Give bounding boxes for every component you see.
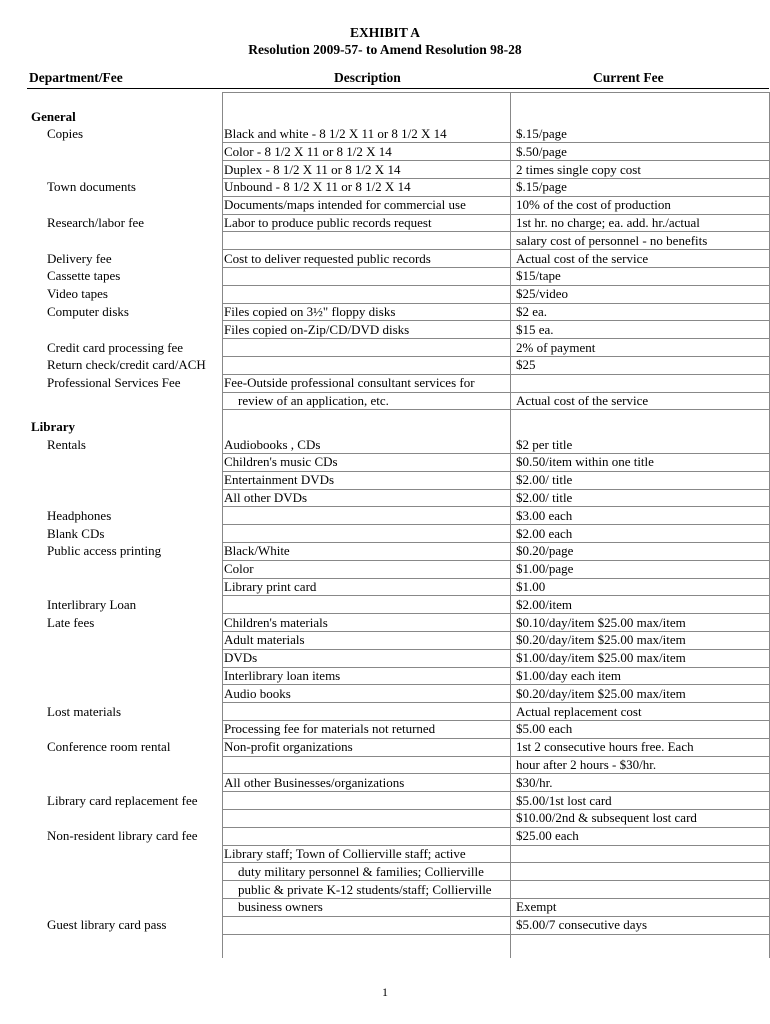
row-rule xyxy=(222,809,769,810)
current-fee-value: $1.00 xyxy=(516,579,546,594)
current-fee-value: 1st hr. no charge; ea. add. hr./actual xyxy=(516,215,700,230)
current-fee-value: $2.00/item xyxy=(516,596,572,612)
department-fee-label: Headphones xyxy=(47,507,112,523)
fee-description: All other Businesses/organizations xyxy=(224,774,405,790)
fee-description: Entertainment DVDs xyxy=(224,472,335,488)
fee-description: Black and white - 8 1/2 X 11 or 8 1/2 X 14 xyxy=(224,126,447,141)
current-fee-value: hour after 2 hours - $30/hr. xyxy=(516,757,657,772)
fee-description: Audio books xyxy=(224,685,291,701)
current-fee-value: Exempt xyxy=(516,899,557,915)
department-fee-label: Cassette tapes xyxy=(47,268,121,284)
current-fee-value: $.15/page xyxy=(516,126,567,141)
current-fee-value: $0.20/day/item $25.00 max/item xyxy=(516,685,686,701)
current-fee-value: $10.00/2nd & subsequent lost card xyxy=(516,810,697,826)
row-rule xyxy=(222,898,769,899)
fee-description: Color xyxy=(224,561,254,577)
department-fee-label: Credit card processing fee xyxy=(47,339,184,355)
row-rule xyxy=(222,214,769,215)
current-fee-value: $2.00/ title xyxy=(516,490,573,505)
current-fee-value: $1.00/day each item xyxy=(516,668,622,683)
current-fee-value: $5.00/1st lost card xyxy=(516,792,612,808)
row-rule xyxy=(222,845,769,846)
department-fee-label: Delivery fee xyxy=(47,250,112,266)
department-fee-label: Non-resident library card fee xyxy=(47,828,198,844)
row-rule xyxy=(222,320,769,321)
row-rule xyxy=(222,374,769,375)
row-rule xyxy=(222,880,769,881)
current-fee-value: $25/video xyxy=(516,286,568,302)
row-rule xyxy=(222,827,769,828)
department-fee-label: Return check/credit card/ACH xyxy=(47,357,206,373)
page-number: 1 xyxy=(382,985,388,999)
row-rule xyxy=(222,303,769,304)
resolution-subtitle: Resolution 2009-57- to Amend Resolution 98-28 xyxy=(248,42,522,57)
row-rule xyxy=(222,524,769,525)
row-rule xyxy=(222,267,769,268)
fee-description: duty military personnel & families; Collierville xyxy=(238,863,484,879)
department-fee-label: Town documents xyxy=(47,179,136,195)
row-rule xyxy=(222,773,769,774)
fee-description: Files copied on-Zip/CD/DVD disks xyxy=(224,321,410,337)
row-rule xyxy=(222,178,769,179)
current-fee-value: 2 times single copy cost xyxy=(516,161,641,177)
fee-description: Unbound - 8 1/2 X 11 or 8 1/2 X 14 xyxy=(224,179,411,195)
current-fee-value: $.50/page xyxy=(516,143,567,159)
department-fee-label: Interlibrary Loan xyxy=(47,596,137,612)
row-rule xyxy=(222,142,769,143)
fee-description: Files copied on 3½" floppy disks xyxy=(224,304,396,319)
row-rule xyxy=(222,916,769,917)
header-description: Description xyxy=(334,70,401,85)
fee-description: business owners xyxy=(238,899,323,915)
header-rule xyxy=(27,88,769,89)
current-fee-value: salary cost of personnel - no benefits xyxy=(516,232,708,248)
current-fee-value: $0.50/item within one title xyxy=(516,454,654,470)
current-fee-value: $30/hr. xyxy=(516,774,553,790)
current-fee-value: $15/tape xyxy=(516,268,561,284)
row-rule xyxy=(222,409,769,410)
current-fee-value: $2 ea. xyxy=(516,304,548,319)
current-fee-value: $0.10/day/item $25.00 max/item xyxy=(516,614,686,630)
header-department-fee: Department/Fee xyxy=(29,70,123,85)
row-rule xyxy=(222,196,769,197)
current-fee-value: $.15/page xyxy=(516,179,567,195)
row-rule xyxy=(222,392,769,393)
row-rule xyxy=(222,338,769,339)
department-fee-label: Video tapes xyxy=(47,286,108,302)
fee-description: DVDs xyxy=(224,650,258,666)
row-rule xyxy=(222,356,769,357)
current-fee-value: $1.00/day/item $25.00 max/item xyxy=(516,650,686,666)
row-rule xyxy=(222,649,769,650)
row-rule xyxy=(222,453,769,454)
fee-description: Non-profit organizations xyxy=(224,739,353,755)
department-fee-label: Computer disks xyxy=(47,304,129,319)
row-rule xyxy=(222,684,769,685)
row-rule xyxy=(222,560,769,561)
current-fee-value: $3.00 each xyxy=(516,507,573,523)
exhibit-title: EXHIBIT A xyxy=(350,25,420,40)
current-fee-value: Actual cost of the service xyxy=(516,393,649,408)
fee-description: Black/White xyxy=(224,543,290,559)
current-fee-value: $2 per title xyxy=(516,436,573,452)
current-fee-value: 1st 2 consecutive hours free. Each xyxy=(516,739,694,755)
current-fee-value: $0.20/page xyxy=(516,543,574,559)
fee-description: Duplex - 8 1/2 X 11 or 8 1/2 X 14 xyxy=(224,161,401,177)
fee-description: Labor to produce public records request xyxy=(224,215,432,230)
current-fee-value: $2.00 each xyxy=(516,525,573,541)
department-fee-label: Professional Services Fee xyxy=(47,375,181,391)
row-rule xyxy=(222,613,769,614)
fee-description: Fee-Outside professional consultant services for xyxy=(224,375,475,391)
row-rule xyxy=(222,934,769,935)
current-fee-value: 2% of payment xyxy=(516,339,596,355)
fee-description: All other DVDs xyxy=(224,490,308,505)
row-rule xyxy=(222,231,769,232)
current-fee-value: $15 ea. xyxy=(516,321,554,337)
current-fee-value: Actual cost of the service xyxy=(516,250,649,266)
current-fee-value: $5.00/7 consecutive days xyxy=(516,917,648,933)
department-fee-label: Copies xyxy=(47,126,84,141)
fee-description: review of an application, etc. xyxy=(238,393,389,408)
department-fee-label: Blank CDs xyxy=(47,525,105,541)
current-fee-value: Actual replacement cost xyxy=(516,703,642,719)
department-fee-label: Library card replacement fee xyxy=(47,792,198,808)
department-fee-label: Conference room rental xyxy=(47,739,171,755)
current-fee-value: $0.20/day/item $25.00 max/item xyxy=(516,632,686,648)
row-rule xyxy=(222,595,769,596)
current-fee-value: $5.00 each xyxy=(516,721,573,737)
row-rule xyxy=(222,506,769,507)
fee-description: Library staff; Town of Collierville staff; active xyxy=(224,846,466,861)
row-rule xyxy=(222,862,769,863)
current-fee-value: $2.00/ title xyxy=(516,472,573,488)
department-fee-label: Public access printing xyxy=(47,543,162,559)
fee-description: public & private K-12 students/staff; Collierville xyxy=(238,881,492,897)
department-fee-label: Late fees xyxy=(47,614,95,630)
fee-description: Children's materials xyxy=(224,614,328,630)
row-rule xyxy=(222,631,769,632)
department-fee-label: Guest library card pass xyxy=(47,917,167,933)
table-top-rule xyxy=(222,92,769,93)
fee-description: Interlibrary loan items xyxy=(224,668,341,683)
row-rule xyxy=(222,285,769,286)
current-fee-value: $25 xyxy=(516,357,536,373)
fee-description: Processing fee for materials not returned xyxy=(224,721,436,737)
row-rule xyxy=(222,578,769,579)
department-fee-label: Lost materials xyxy=(47,703,122,719)
section-heading: General xyxy=(31,109,76,124)
fee-description: Children's music CDs xyxy=(224,454,338,470)
header-current-fee: Current Fee xyxy=(593,70,664,85)
row-rule xyxy=(222,756,769,757)
fee-description: Cost to deliver requested public records xyxy=(224,250,431,266)
row-rule xyxy=(222,667,769,668)
fee-description: Library print card xyxy=(224,579,317,594)
row-rule xyxy=(222,702,769,703)
department-fee-label: Rentals xyxy=(47,436,86,452)
row-rule xyxy=(222,738,769,739)
row-rule xyxy=(222,791,769,792)
fee-description: Adult materials xyxy=(224,632,305,648)
current-fee-value: $1.00/page xyxy=(516,561,574,577)
fee-description: Color - 8 1/2 X 11 or 8 1/2 X 14 xyxy=(224,143,392,159)
section-heading: Library xyxy=(31,418,76,434)
fee-description: Documents/maps intended for commercial use xyxy=(224,197,466,213)
row-rule xyxy=(222,489,769,490)
department-fee-label: Research/labor fee xyxy=(47,215,145,230)
row-rule xyxy=(222,160,769,161)
current-fee-value: $25.00 each xyxy=(516,828,579,844)
fee-description: Audiobooks , CDs xyxy=(224,436,321,452)
current-fee-value: 10% of the cost of production xyxy=(516,197,671,213)
row-rule xyxy=(222,471,769,472)
row-rule xyxy=(222,249,769,250)
row-rule xyxy=(222,720,769,721)
row-rule xyxy=(222,542,769,543)
